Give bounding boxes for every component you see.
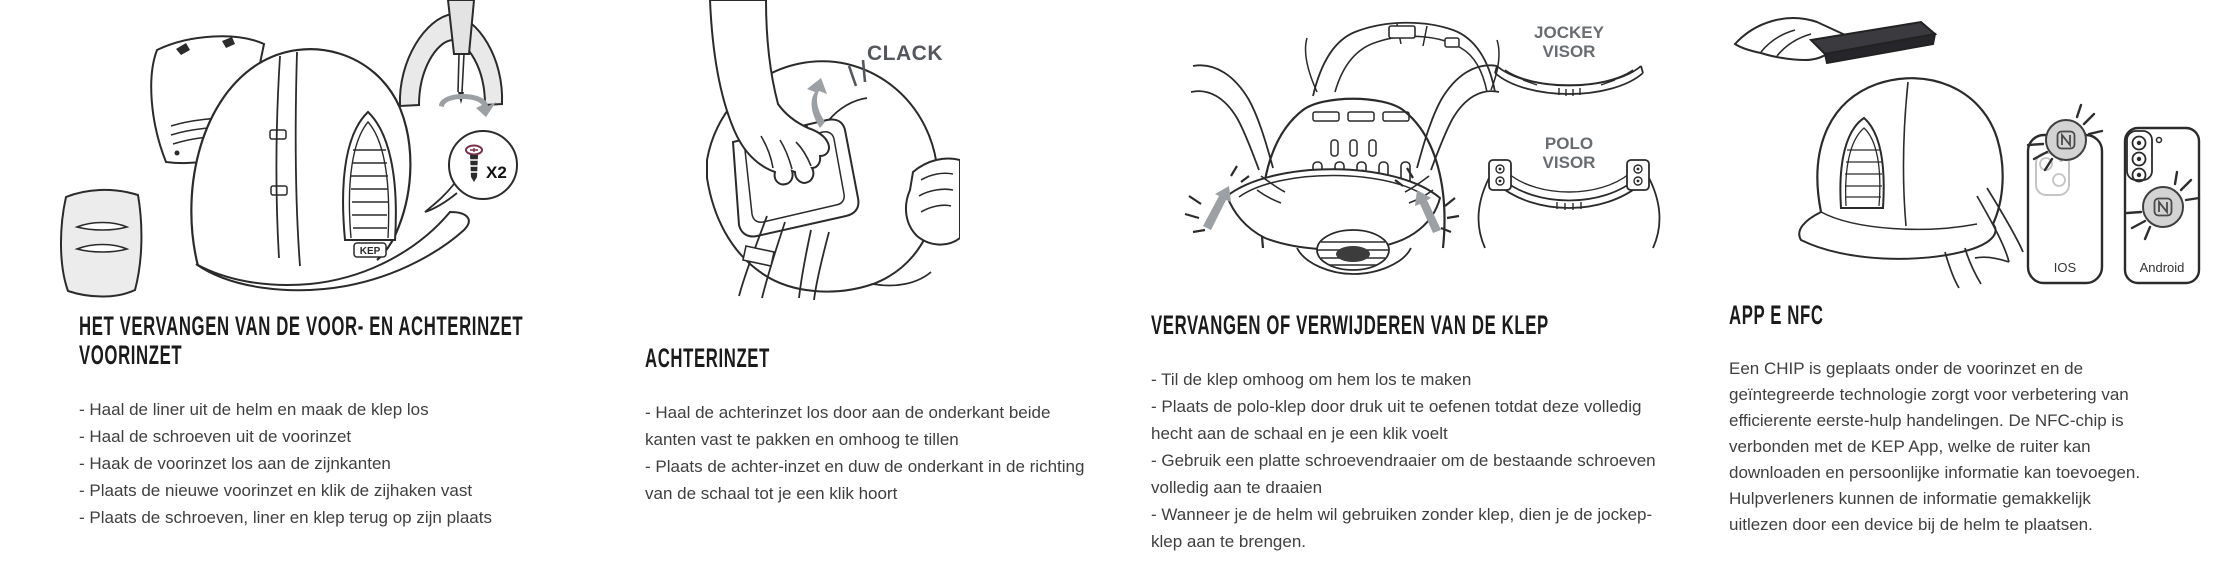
harness-straps [1305,23,1499,96]
helmet-rear [1799,78,2023,288]
jockey-visor [1495,23,1643,96]
jockey-visor-label-line1: JOCKEY [1534,23,1604,42]
section-achterinzet [645,344,1093,507]
section-klep [1151,311,1679,555]
left-hand [1191,65,1285,203]
section-app-nfc [1729,301,2153,538]
section-voorinzet-title [79,312,589,370]
polo-visor-label-line2: VISOR [1542,153,1596,172]
jockey-visor-label-line2: VISOR [1542,42,1596,61]
title-line: ACHTERINZET [645,343,770,373]
nfc-icon [2046,120,2086,160]
section-app-nfc-title [1729,301,2153,330]
title-line: HET VERVANGEN VAN DE VOOR- EN ACHTERINZET [79,311,524,341]
bullet-item: - Haal de schroeven uit de voorinzet [79,427,352,446]
voorinzet-illustration [50,0,550,300]
section-voorinzet-bullets [79,396,589,531]
section-klep-title [1151,311,1679,340]
bullet-item: - Gebruik een platte schroevendraaier om de bestaande schroeven volledig aan te draaien [1151,451,1656,497]
polo-visor [1479,134,1660,248]
section-klep-bullets [1151,366,1679,555]
polo-visor-label-line1: POLO [1544,134,1594,153]
title-line: VERVANGEN OF VERWIJDEREN VAN DE KLEP [1151,310,1549,340]
klep-illustration [1145,0,1705,280]
bullet-item: - Haal de achterinzet los door aan de onderkant beide kanten vast te pakken en omhoog te tillen [645,403,1051,449]
bullet-item: - Plaats de schroeven, liner en klep terug op zijn plaats [79,508,492,527]
bullet-item: - Haak de voorinzet los aan de zijnkanten [79,454,391,473]
bullet-item: - Plaats de polo-klep door druk uit te oefenen totdat deze volledig hecht aan de schaal en je een klik voelt [1151,397,1642,443]
section-voorinzet [79,312,589,531]
section-achterinzet-bullets [645,399,1093,507]
bullet-item: - Plaats de nieuwe voorinzet en klik de zijhaken vast [79,481,473,500]
clack-label: CLACK [867,42,943,65]
bullet-item: - Plaats de achter-inzet en duw de onderkant in de richting van de schaal tot je een klik hoort [645,457,1085,503]
screw-callout [425,131,517,212]
achterinzet-illustration [615,0,960,300]
nfc-illustration [1725,0,2205,300]
hand-with-phone [1735,18,1935,63]
helmet-logo-text: KEP [359,246,381,257]
bullet-item: - Wanneer je de helm wil gebruiken zonder klep, dien je de jockep-klep aan te brengen. [1151,505,1653,551]
android-phone [2125,128,2199,283]
title-line: APP E NFC [1729,300,1824,330]
nfc-icon [2143,187,2183,227]
holding-hand [906,159,960,245]
android-label: Android [2139,260,2185,275]
liner-pad [61,190,141,297]
iphone [2028,105,2102,283]
title-line: VOORINZET [79,340,183,370]
helmet-shell [191,49,468,290]
screw-count-label: X2 [486,163,507,182]
section-app-nfc-paragraph: Een CHIP is geplaats onder de voorinzet en de geïntegreerde technologie zorgt voor verbetering van efficierente eerste-hulp handelingen. De NFC-chip is verbonden met de KEP App, welke de ruiter kan downloaden en persoonlijke informatie kan toevoegen. Hulpverleners kunnen de informatie gemakkelijk uitlezen door een device bij de helm te plaatsen. [1729,359,2141,534]
bullet-item: - Haal de liner uit de helm en maak de klep los [79,400,429,419]
bullet-item: - Til de klep omhoog om hem los te maken [1151,370,1472,389]
section-achterinzet-title [645,344,1093,373]
ios-label: IOS [2053,260,2077,275]
